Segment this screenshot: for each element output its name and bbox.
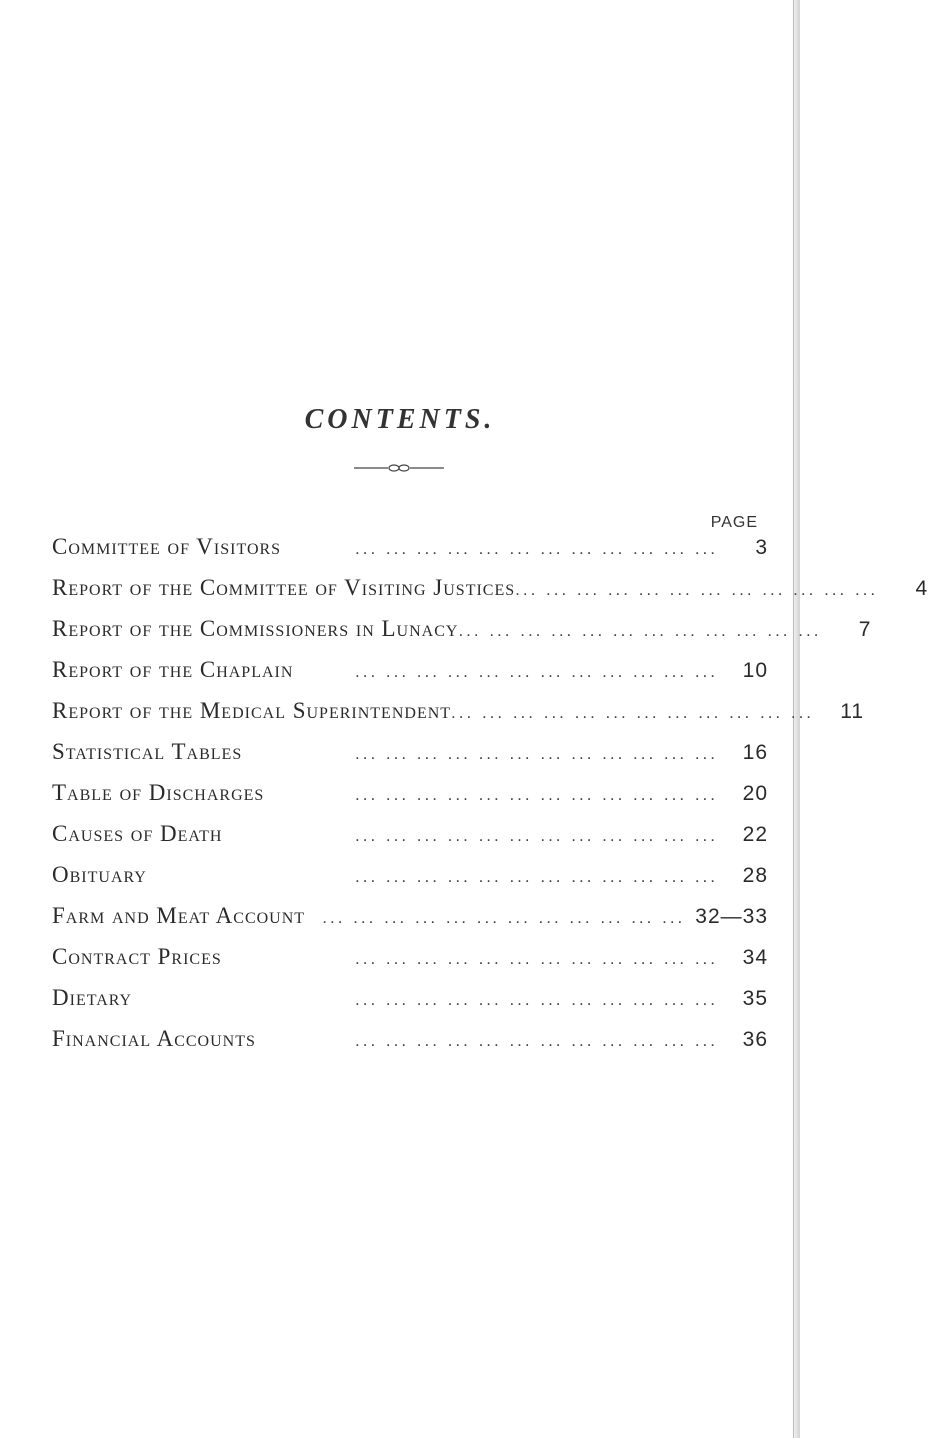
dot-leader: ... ... ... ... ... ... ... ... ... ... ... ...: [451, 703, 815, 722]
toc-entry-page: 4: [915, 577, 928, 600]
toc-entry-title: Report of the Commissioners in Lunacy: [52, 616, 459, 641]
toc-entry-title: Statistical Tables: [52, 739, 243, 764]
toc-entry[interactable]: [52, 616, 872, 657]
dot-leader: ... ... ... ... ... ... ... ... ... ... ... ...: [355, 867, 718, 886]
toc-entry-title: Report of the Chaplain: [52, 657, 294, 682]
toc-entry-page: 11: [840, 700, 865, 723]
toc-entry[interactable]: [52, 944, 768, 985]
toc-entry-title: Report of the Committee of Visiting Justices: [52, 575, 516, 600]
toc-entry[interactable]: [52, 534, 768, 575]
dot-leader: ... ... ... ... ... ... ... ... ... ... ... ...: [355, 662, 718, 681]
toc-entry[interactable]: [52, 903, 768, 944]
dot-leader: ... ... ... ... ... ... ... ... ... ... ... ...: [322, 908, 686, 927]
toc-entry-title: Committee of Visitors: [52, 534, 282, 559]
dot-leader: ... ... ... ... ... ... ... ... ... ... ... ...: [355, 1031, 718, 1050]
toc-entry-page: 7: [858, 618, 872, 641]
toc-entry-page: 10: [742, 659, 768, 682]
toc-entry[interactable]: [52, 862, 768, 903]
toc-entry-title: Contract Prices: [52, 944, 222, 969]
toc-entry[interactable]: [52, 985, 768, 1026]
toc-entry-title: Dietary: [52, 985, 133, 1010]
toc-entry-page: 28: [742, 864, 768, 887]
toc-entry-page: 34: [742, 946, 768, 969]
dot-leader: ... ... ... ... ... ... ... ... ... ... ... ...: [355, 949, 718, 968]
dot-leader: ... ... ... ... ... ... ... ... ... ... ... ...: [355, 990, 718, 1009]
toc-entry[interactable]: [52, 698, 865, 739]
dot-leader: ... ... ... ... ... ... ... ... ... ... ... ...: [515, 580, 879, 599]
toc-entry-page: 32—33: [695, 905, 768, 928]
toc-entry-title: Obituary: [52, 862, 147, 887]
toc-entry[interactable]: [52, 1026, 768, 1067]
toc-entry-title: Farm and Meat Account: [52, 903, 306, 928]
toc-entry-title: Report of the Medical Superintendent: [52, 698, 452, 723]
toc-entry[interactable]: [52, 780, 768, 821]
toc-entry-page: 35: [742, 987, 768, 1010]
toc-entry-title: Table of Discharges: [52, 780, 265, 805]
toc-entry[interactable]: [52, 575, 928, 616]
page-title: CONTENTS.: [304, 403, 496, 435]
toc-entry-page: 36: [742, 1028, 768, 1051]
dot-leader: ... ... ... ... ... ... ... ... ... ... ... ...: [355, 785, 718, 804]
page-column-label: PAGE: [710, 514, 758, 531]
title-ornament-divider: [352, 462, 446, 474]
toc-entry[interactable]: [52, 657, 768, 698]
dot-leader: ... ... ... ... ... ... ... ... ... ... ... ...: [355, 826, 718, 845]
toc-entry-title: Causes of Death: [52, 821, 223, 846]
toc-entry-page: 3: [755, 536, 768, 559]
dot-leader: ... ... ... ... ... ... ... ... ... ... ... ...: [355, 539, 718, 558]
toc-entry-page: 16: [742, 741, 768, 764]
toc-entry-page: 20: [742, 782, 768, 805]
table-of-contents: [52, 534, 928, 1067]
toc-entry[interactable]: [52, 821, 768, 862]
dot-leader: ... ... ... ... ... ... ... ... ... ... ... ...: [458, 621, 822, 640]
toc-entry-title: Financial Accounts: [52, 1026, 256, 1051]
dot-leader: ... ... ... ... ... ... ... ... ... ... ... ...: [355, 744, 718, 763]
toc-entry-page: 22: [742, 823, 768, 846]
toc-entry[interactable]: [52, 739, 768, 780]
